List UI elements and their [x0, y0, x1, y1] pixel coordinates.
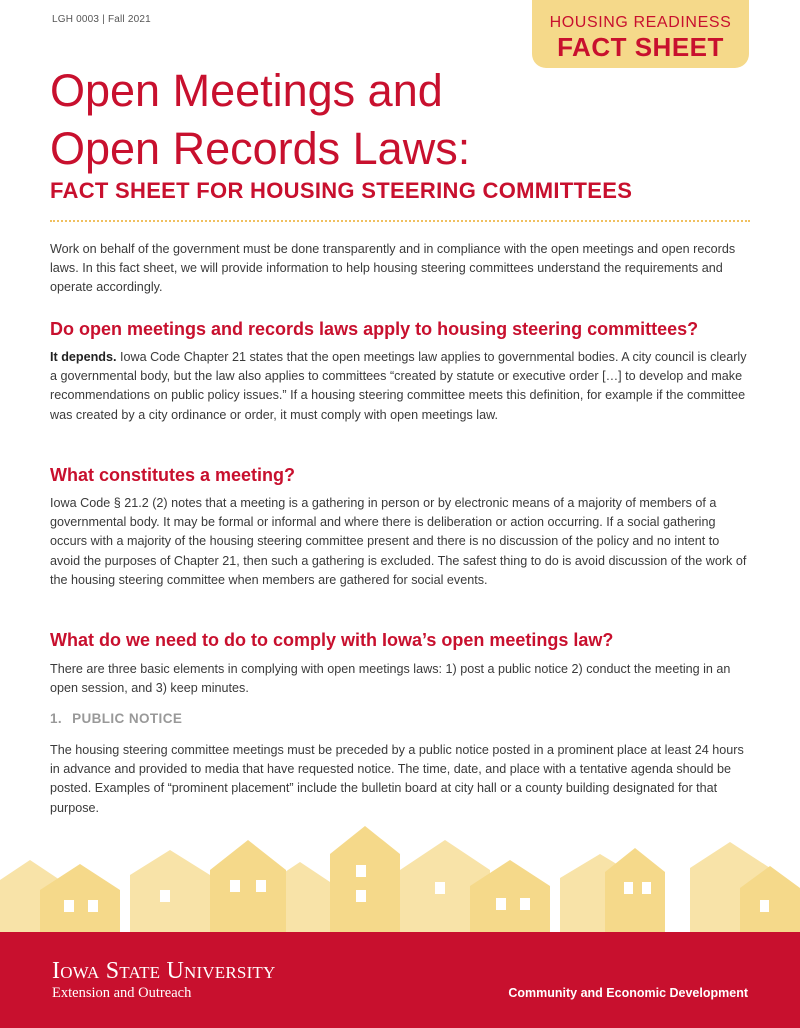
lead-phrase: It depends. — [50, 350, 117, 364]
subsection-number: 1. — [50, 711, 63, 726]
houses-illustration — [0, 820, 800, 932]
extension-label: Extension and Outreach — [52, 985, 192, 1001]
fact-sheet-badge — [532, 0, 749, 68]
section-heading-apply: Do open meetings and records laws apply to housing steering committees? — [50, 319, 699, 339]
subsection-title: PUBLIC NOTICE — [72, 711, 183, 726]
section-body-comply: There are three basic elements in complying with open meetings laws: 1) post a public notice 2) conduct the meeting in an open session, and 3) keep minutes. — [50, 662, 731, 696]
university-logo-text: Iowa State University — [52, 958, 276, 984]
title-line-2: Open Records Laws: — [50, 123, 471, 174]
section-heading-meeting: What constitutes a meeting? — [50, 465, 296, 485]
public-notice-body: The housing steering committee meetings must be preceded by a public notice posted in a prominent place at least 24 hours in advance and provided to media that have requested notice. The time, date, and place with a tentative agenda should be posted. Examples of “prominent placement” include the bulletin board at city hall or a county building designated for that purpose. — [50, 743, 744, 815]
page-subtitle: FACT SHEET FOR HOUSING STEERING COMMITTEES — [50, 178, 633, 203]
section-body-apply-text: Iowa Code Chapter 21 states that the open meetings law applies to governmental bodies. A city council is clearly a governmental body, but the law also applies to committees “created by statute or executive order […] to develop and make recommendations on public policy issues.” If a housing steering committee meets this definition, for example if the committee was created by a city ordinance or order, it must comply with open meetings law. — [50, 350, 747, 422]
section-body-apply — [50, 348, 750, 425]
section-body-meeting: Iowa Code § 21.2 (2) notes that a meeting is a gathering in person or by electronic means of a majority of members of a governmental body. It may be formal or informal and where there is deliberation or action occurring. If a social gathering occurs with a majority of the housing steering committee present and there is no discussion of the policy and no intent to avoid the purposes of Chapter 21, then such a gathering is excluded. The safest thing to do is avoid discussion of the work of the housing steering committee when members are gathered for social events. — [50, 496, 747, 587]
unit-label: Community and Economic Development — [508, 986, 748, 1000]
footer-band — [0, 932, 800, 1028]
document-code: LGH 0003 | Fall 2021 — [52, 14, 151, 25]
badge-series-label: HOUSING READINESS — [549, 14, 732, 31]
badge-title: FACT SHEET — [557, 32, 724, 62]
dotted-divider — [50, 220, 750, 222]
intro-paragraph: Work on behalf of the government must be done transparently and in compliance with the open meetings and open records laws. In this fact sheet, we will provide information to help housing steering committees understand the requirements and operate accordingly. — [50, 242, 736, 295]
title-line-1: Open Meetings and — [50, 65, 443, 116]
subsection-heading — [50, 711, 192, 726]
page-title — [50, 62, 750, 178]
section-heading-comply: What do we need to do to comply with Iowa’s open meetings law? — [50, 630, 614, 650]
